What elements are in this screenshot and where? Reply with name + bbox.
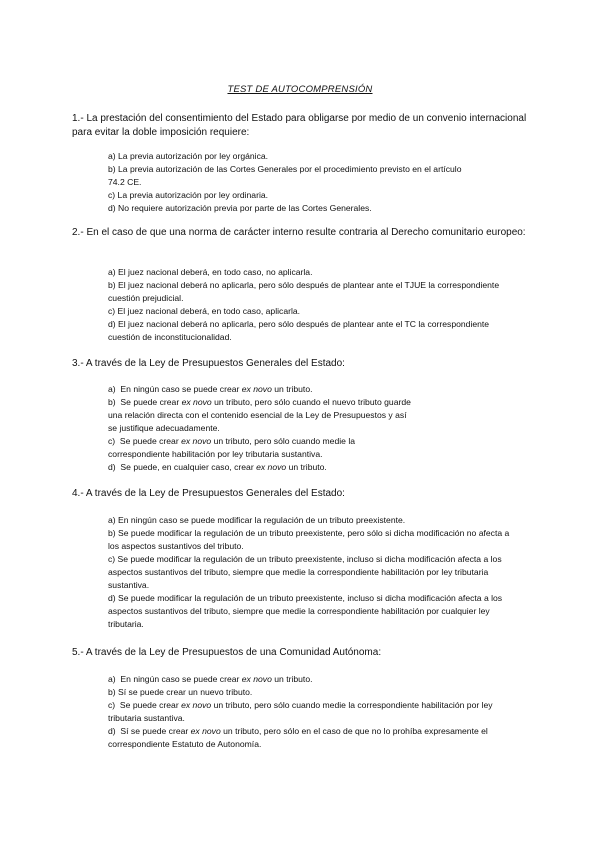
option-5a: a) En ningún caso se puede crear ex novo un tributo. xyxy=(108,674,313,684)
option-3d: d) Se puede, en cualquier caso, crear ex novo un tributo. xyxy=(108,462,327,472)
option-1a: a) La previa autorización por ley orgánica. xyxy=(108,151,269,161)
question-5-options xyxy=(108,673,518,751)
option-3c: c) Se puede crear ex novo un tributo, pero sólo cuando medie la correspondiente habilitación por ley tributaria sustantiva. xyxy=(108,436,356,459)
option-2b: b) El juez nacional deberá no aplicarla, pero sólo después de plantear ante el TJUE la correspondiente cuestión prejudicial. xyxy=(108,280,500,303)
option-2a: a) El juez nacional deberá, en todo caso, no aplicarla. xyxy=(108,267,313,277)
option-5c: c) Se puede crear ex novo un tributo, pero sólo cuando medie la correspondiente habilitación por ley tributaria sustantiva. xyxy=(108,700,493,723)
question-2-options xyxy=(108,266,518,344)
option-5b: b) Sí se puede crear un nuevo tributo. xyxy=(108,687,253,697)
option-3b: b) Se puede crear ex novo un tributo, pero sólo cuando el nuevo tributo guarde una relación directa con el contenido esencial de la Ley de Presupuestos y así se justifique adecuadamente. xyxy=(108,397,411,433)
option-1b: b) La previa autorización de las Cortes Generales por el procedimiento previsto en el artículo 74.2 CE. xyxy=(108,164,462,187)
question-2: 2.- En el caso de que una norma de carácter interno resulte contraria al Derecho comunitario europeo: xyxy=(72,227,526,238)
option-2d: d) El juez nacional deberá no aplicarla, pero sólo después de plantear ante el TC la correspondiente cuestión de inconstitucionalidad. xyxy=(108,319,490,342)
question-4: 4.- A través de la Ley de Presupuestos Generales del Estado: xyxy=(72,488,345,499)
option-4c: c) Se puede modificar la regulación de un tributo preexistente, incluso si dicha modificación afecta a los aspectos sustantivos del tributo, siempre que medie la correspondiente habilitación por ley tributaria sustantiva. xyxy=(108,554,502,590)
question-1: 1.- La prestación del consentimiento del Estado para obligarse por medio de un convenio internacional para evitar la doble imposición requiere: xyxy=(72,113,527,138)
option-1d: d) No requiere autorización previa por parte de las Cortes Generales. xyxy=(108,203,372,213)
page-title: TEST DE AUTOCOMPRENSIÓN xyxy=(227,84,373,95)
question-3-options xyxy=(108,383,518,474)
option-3a: a) En ningún caso se puede crear ex novo un tributo. xyxy=(108,384,313,394)
option-5d: d) Sí se puede crear ex novo un tributo, pero sólo en el caso de que no lo prohíba expresamente el correspondiente Estatuto de Autonomía. xyxy=(108,726,488,749)
question-5: 5.- A través de la Ley de Presupuestos de una Comunidad Autónoma: xyxy=(72,647,382,658)
option-1c: c) La previa autorización por ley ordinaria. xyxy=(108,190,269,200)
question-3: 3.- A través de la Ley de Presupuestos Generales del Estado: xyxy=(72,358,345,369)
option-4b: b) Se puede modificar la regulación de un tributo preexistente, pero sólo si dicha modificación no afecta a los aspectos sustantivos del tributo. xyxy=(108,528,510,551)
option-2c: c) El juez nacional deberá, en todo caso, aplicarla. xyxy=(108,306,301,316)
option-4a: a) En ningún caso se puede modificar la regulación de un tributo preexistente. xyxy=(108,515,406,525)
option-4d: d) Se puede modificar la regulación de un tributo preexistente, incluso si dicha modificación afecta a los aspectos sustantivos del tributo, siempre que medie la correspondiente habilitación por cualquier ley tributaria. xyxy=(108,593,503,629)
question-4-options xyxy=(108,514,518,631)
question-1-options xyxy=(108,150,518,215)
